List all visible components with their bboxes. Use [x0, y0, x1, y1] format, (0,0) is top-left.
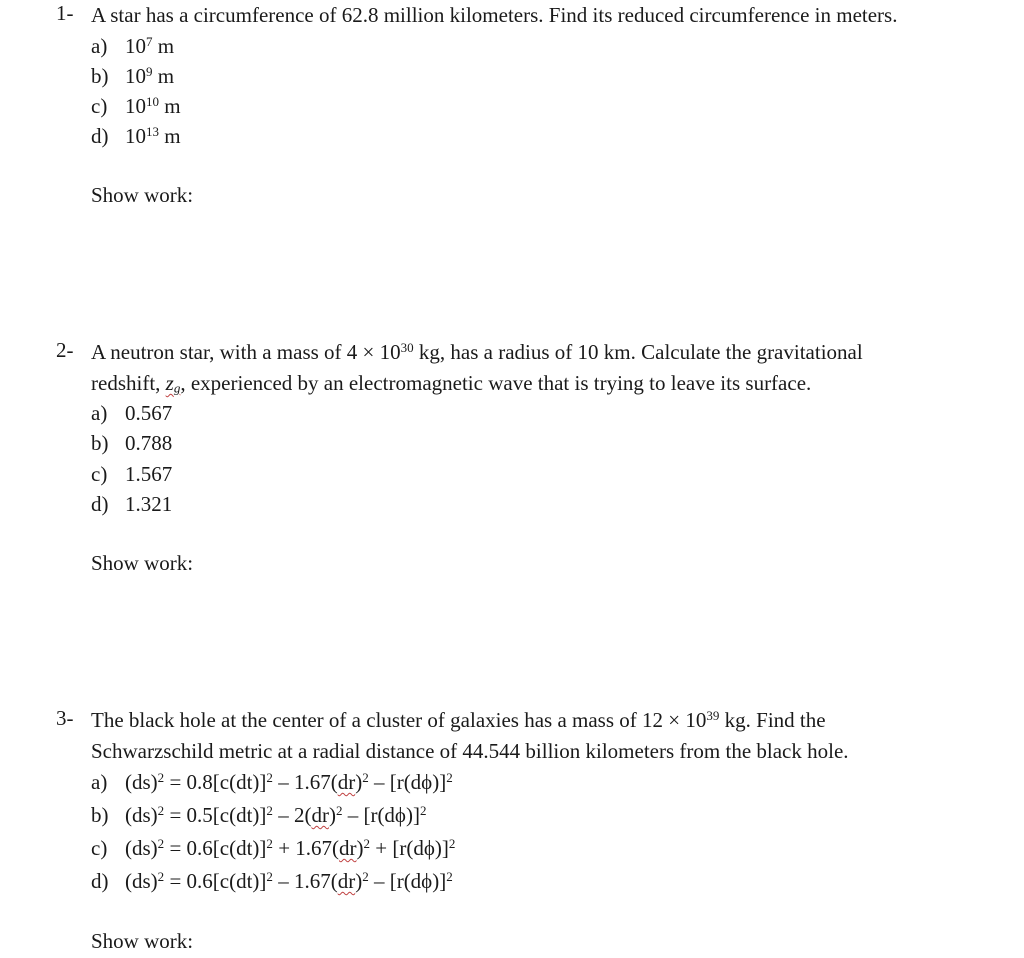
exponent: 30 [400, 339, 414, 355]
option-letter: a) [91, 401, 108, 425]
option-base: 10 [125, 64, 146, 88]
question-text [91, 337, 1011, 399]
question-text [91, 0, 1011, 31]
question-text-line: A neutron star, with a mass of $4 \times 10^{30}$ kg, has a radius of 10 km. Calculate the gravitational [91, 339, 863, 364]
option-unit: m [159, 94, 181, 118]
option-letter: b) [91, 64, 109, 88]
answer-option-d[interactable] [91, 489, 172, 519]
redshift-symbol: $z_g$ [165, 371, 181, 396]
option-letter: c) [91, 94, 108, 118]
option-unit: m [159, 124, 181, 148]
option-exponent: 10 [146, 93, 160, 109]
answer-option-c[interactable] [91, 833, 455, 863]
option-base: 10 [125, 94, 146, 118]
answer-option-c[interactable] [91, 91, 181, 121]
answer-option-d[interactable] [91, 121, 181, 151]
option-value: 1.321 [125, 492, 173, 516]
exponent: 39 [706, 707, 720, 723]
question-number: 2- [56, 338, 74, 362]
question-text-line: redshift, $z_g$, experienced by an electromagnetic wave that is trying to leave its surface. [91, 371, 812, 396]
option-value: 1.567 [125, 462, 173, 486]
option-letter: d) [91, 869, 109, 893]
option-exponent: 7 [146, 33, 153, 49]
answer-option-b[interactable] [91, 61, 174, 91]
answer-option-b[interactable] [91, 800, 427, 830]
option-letter: a) [91, 770, 108, 794]
question-text-line: Schwarzschild metric at a radial distance of 44.544 billion kilometers from the black hole. [91, 739, 849, 763]
option-exponent: 13 [146, 123, 160, 139]
option-equation: $(ds)^2 = 0.5[c(dt)]^2 - 2(dr)^2 - [r(d\phi)]^2$ [125, 802, 427, 827]
option-letter: c) [91, 462, 108, 486]
option-letter: c) [91, 836, 108, 860]
option-unit: m [152, 34, 175, 58]
answer-option-d[interactable] [91, 866, 453, 896]
answer-option-a[interactable] [91, 31, 174, 61]
answer-option-a[interactable] [91, 398, 172, 428]
option-equation: $(ds)^2 = 0.8[c(dt)]^2 - 1.67(dr)^2 - [r(d\phi)]^2$ [125, 769, 453, 794]
answer-option-b[interactable] [91, 428, 172, 458]
show-work-label: Show work: [91, 183, 194, 207]
option-exponent: 9 [146, 63, 153, 79]
question-text-line: The black hole at the center of a cluster of galaxies has a mass of $12 \times 10^{39}$ kg. Find the [91, 707, 826, 732]
answer-option-c[interactable] [91, 459, 172, 489]
show-work-label: Show work: [91, 551, 194, 575]
option-unit: m [152, 64, 175, 88]
option-letter: a) [91, 34, 108, 58]
question-number: 1- [56, 1, 74, 25]
option-base: 10 [125, 34, 146, 58]
option-letter: d) [91, 124, 109, 148]
option-letter: d) [91, 492, 109, 516]
question-text [91, 705, 1011, 767]
option-value: 0.788 [125, 431, 173, 455]
question-text-line: A star has a circumference of 62.8 million kilometers. Find its reduced circumference in meters. [91, 3, 898, 27]
show-work-label: Show work: [91, 929, 194, 953]
option-equation: $(ds)^2 = 0.6[c(dt)]^2 + 1.67(dr)^2 + [r(d\phi)]^2$ [125, 835, 456, 860]
option-equation: $(ds)^2 = 0.6[c(dt)]^2 - 1.67(dr)^2 - [r(d\phi)]^2$ [125, 868, 453, 893]
option-letter: b) [91, 803, 109, 827]
option-value: 0.567 [125, 401, 173, 425]
option-base: 10 [125, 124, 146, 148]
question-number: 3- [56, 706, 74, 730]
option-letter: b) [91, 431, 109, 455]
answer-option-a[interactable] [91, 767, 453, 797]
